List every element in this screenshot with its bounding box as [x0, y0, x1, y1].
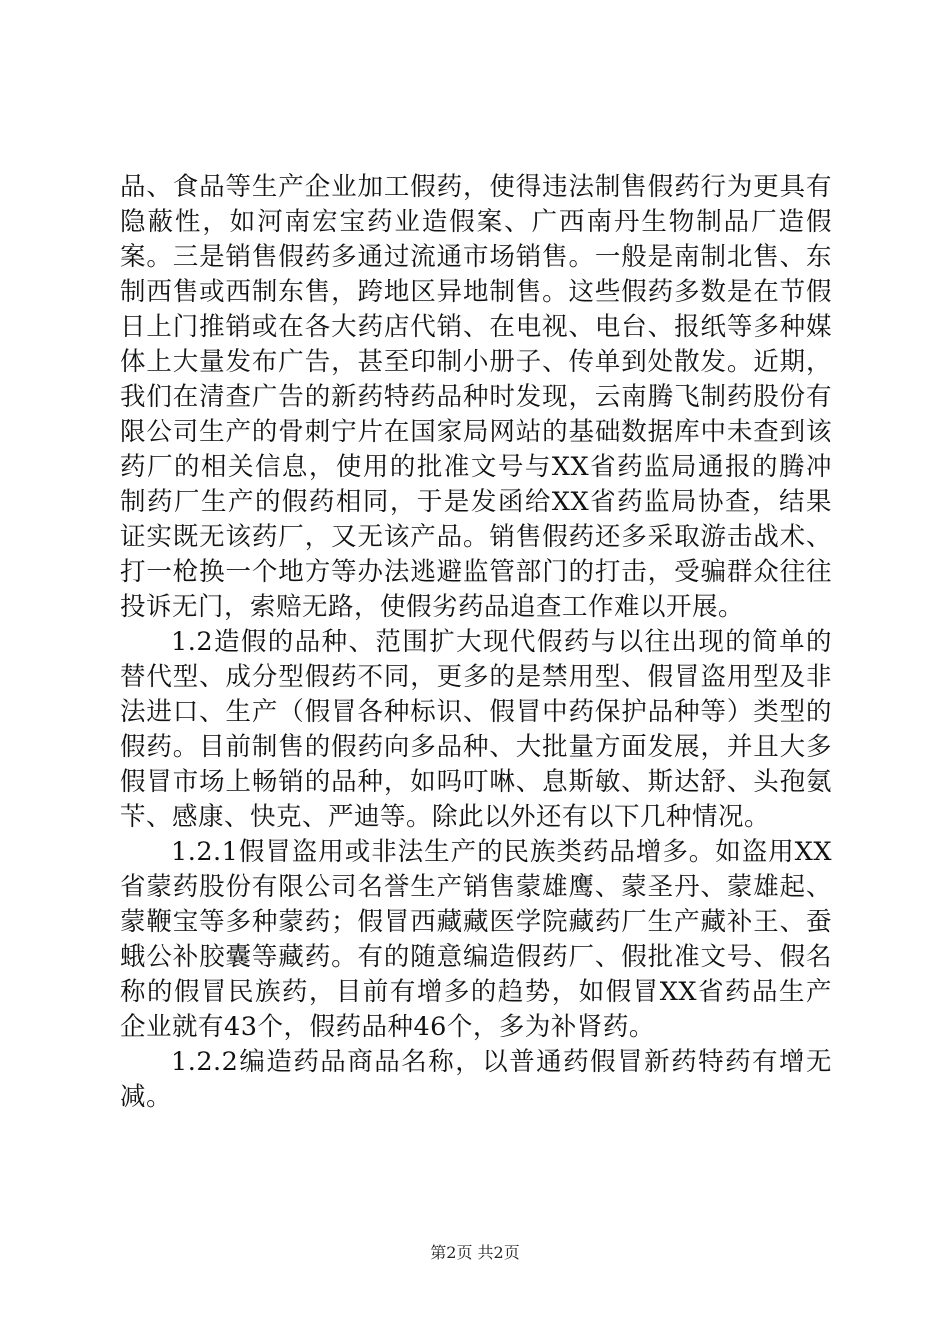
paragraph-section-1-2-2: 1.2.2编造药品商品名称，以普通药假冒新药特药有增无减。: [120, 1047, 832, 1112]
paragraph-section-1-2: 1.2造假的品种、范围扩大现代假药与以往出现的简单的替代型、成分型假药不同，更多的是禁用型、假冒盗用型及非法进口、生产（假冒各种标识、假冒中药保护品种等）类型的假药。目前制售的假药向多品种、大批量方面发展，并且大多假冒市场上畅销的品种，如吗叮啉、息斯敏、斯达舒、头孢氨苄、感康、快克、严迪等。除此以外还有以下几种情况。: [120, 627, 832, 832]
page-number-footer: 第2页 共2页: [430, 1243, 520, 1262]
paragraph-continued: 品、食品等生产企业加工假药，使得违法制售假药行为更具有隐蔽性，如河南宏宝药业造假案、广西南丹生物制品厂造假案。三是销售假药多通过流通市场销售。一般是南制北售、东制西售或西制东售，跨地区异地制售。这些假药多数是在节假日上门推销或在各大药店代销、在电视、电台、报纸等多种媒体上大量发布广告，甚至印制小册子、传单到处散发。近期，我们在清查广告的新药特药品种时发现，云南腾飞制药股份有限公司生产的骨刺宁片在国家局网站的基础数据库中未查到该药厂的相关信息，使用的批准文号与XX省药监局通报的腾冲制药厂生产的假药相同，于是发函给XX省药监局协查，结果证实既无该药厂，又无该产品。销售假药还多采取游击战术、打一枪换一个地方等办法逃避监管部门的打击，受骗群众往往投诉无门，索赔无路，使假劣药品追查工作难以开展。: [120, 172, 832, 622]
paragraph-section-1-2-1: 1.2.1假冒盗用或非法生产的民族类药品增多。如盗用XX省蒙药股份有限公司名誉生产销售蒙雄鹰、蒙圣丹、蒙雄起、蒙鞭宝等多种蒙药；假冒西藏藏医学院藏药厂生产藏补王、蚕蛾公补胶囊等藏药。有的随意编造假药厂、假批准文号、假名称的假冒民族药，目前有增多的趋势，如假冒XX省药品生产企业就有43个，假药品种46个，多为补肾药。: [120, 837, 832, 1042]
document-body: [120, 170, 832, 1115]
